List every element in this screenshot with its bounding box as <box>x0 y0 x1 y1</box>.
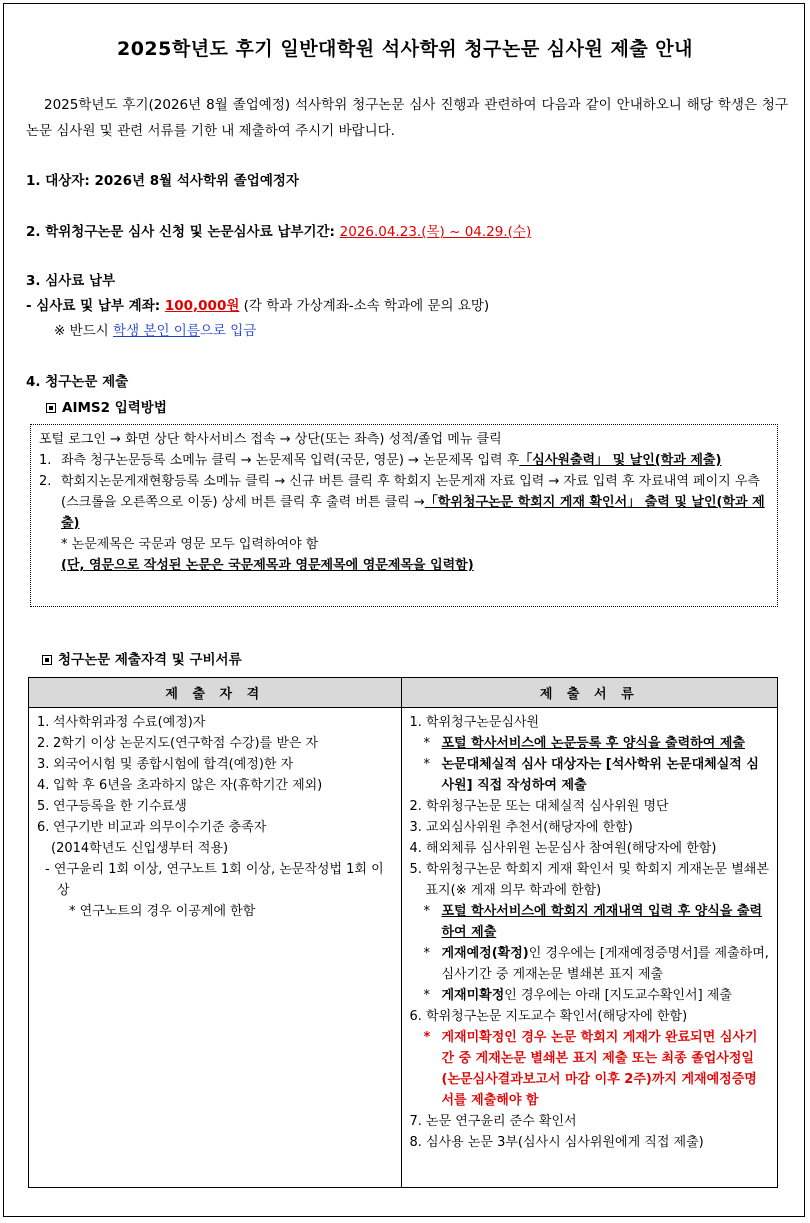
fee-label: - 심사료 및 납부 계좌: <box>26 298 165 314</box>
table-heading <box>42 648 242 668</box>
doc-5-note-3-text: 인 경우에는 아래 [지도교수확인서] 제출 <box>504 988 732 1003</box>
section-1-target: 1. 대상자: 2026년 8월 석사학위 졸업예정자 <box>26 173 299 189</box>
section-3-note <box>54 319 256 339</box>
aims-instructions-box <box>30 424 778 607</box>
aims-step-2 <box>39 471 769 534</box>
qualification-text: 외국어시험 및 종합시험에 합격(예정)한 자 <box>53 757 294 772</box>
intro-paragraph: 2025학년도 후기(2026년 8월 졸업예정) 석사학위 청구논문 심사 진행과 관련하여 다음과 같이 안내하오니 해당 학생은 청구논문 심사원 및 관련 서류를 기한 내 제출하여 주시기 바랍니다. <box>26 97 788 139</box>
section-2-period-value: 2026.04.23.(목) ~ 04.29.(수) <box>339 224 532 240</box>
section-2-period <box>26 220 531 240</box>
doc-1: 1. 학위청구논문심사원 <box>409 715 540 730</box>
documents-cell <box>401 708 778 1188</box>
doc-2: 2. 학위청구논문 또는 대체실적 심사위원 명단 <box>409 799 669 814</box>
section-3-heading: 3. 심사료 납부 <box>26 273 116 289</box>
doc-5-note-1-text: 포털 학사서비스에 학회지 게재내역 입력 후 양식을 출력하여 제출 <box>441 904 763 940</box>
section-3-fee <box>26 294 489 314</box>
square-bullet-icon <box>42 655 52 665</box>
doc-5-note-1: * 포털 학사서비스에 학회지 게재내역 입력 후 양식을 출력하여 제출 <box>423 904 763 940</box>
aims-note-2: (단, 영문으로 작성된 논문은 국문제목과 영문제목에 영문제목을 입력함) <box>61 558 474 573</box>
doc-1-note-2: * 논문대체실적 심사 대상자는 [석사학위 논문대체실적 심사원] 직접 작성하여 제출 <box>423 757 759 793</box>
q6-sub-2: - 연구윤리 1회 이상, 연구노트 1회 이상, 논문작성법 1회 이상 <box>45 862 384 898</box>
doc-4: 4. 해외체류 심사위원 논문심사 참여원(해당자에 한함) <box>409 841 717 856</box>
qualification-item <box>37 712 393 733</box>
section-4-heading: 4. 청구논문 제출 <box>26 374 129 390</box>
qualifications-cell <box>29 708 402 1188</box>
qualification-item <box>37 754 393 775</box>
qualification-text: 석사학위과정 수료(예정)자 <box>53 715 206 730</box>
doc-1-note-1: * 포털 학사서비스에 논문등록 후 양식을 출력하여 제출 <box>423 736 745 751</box>
doc-6-note-1: * 게재미확정인 경우 논문 학회지 게재가 완료되면 심사기간 중 게재논문 별쇄본 표지 제출 또는 최종 졸업사정일(논문심사결과보고서 마감 이후 2주)까지 게재예정증명서를 제출해야 함 <box>423 1030 758 1108</box>
doc-8: 8. 심사용 논문 3부(심사시 심사위원에게 직접 제출) <box>409 1135 704 1150</box>
qualification-text: 2학기 이상 논문지도(연구학점 수강)를 받은 자 <box>53 736 319 751</box>
aims-method-label: AIMS2 입력방법 <box>62 400 167 416</box>
table-heading-label: 청구논문 제출자격 및 구비서류 <box>58 652 242 668</box>
doc-3: 3. 교외심사위원 추천서(해당자에 한함) <box>409 820 633 835</box>
qualification-item <box>37 775 393 796</box>
step-2-text: 학회지논문게재현황등록 소메뉴 클릭 → 신규 버튼 클릭 후 학회지 논문게재 자료 입력 → 자료 입력 후 자료내역 페이지 우측(스크롤을 오른쪽으로 이동) 상세 버튼 클릭 후 출력 버튼 클릭 → <box>61 474 760 510</box>
doc-1-note-2-text: 논문대체실적 심사 대상자는 [석사학위 논문대체실적 심사원] 직접 작성하여 제출 <box>441 757 759 793</box>
step-number: 2. <box>39 474 52 489</box>
qualification-text: 연구기반 비교과 의무이수기준 충족자 <box>53 820 267 835</box>
fee-note: (각 학과 가상계좌-소속 학과에 문의 요망) <box>239 298 490 314</box>
qualification-number: 1. <box>37 715 50 730</box>
qualification-number: 5. <box>37 799 50 814</box>
step-1-text: 좌측 청구논문등록 소메뉴 클릭 → 논문제목 입력(국문, 영문) → 논문제목 입력 후 <box>61 453 520 468</box>
q6-sub-3: * 연구노트의 경우 이공계에 한함 <box>69 904 256 919</box>
square-bullet-icon <box>46 403 56 413</box>
requirements-table <box>28 677 778 1188</box>
doc-5-note-3-bold: 게재미확정 <box>441 988 505 1003</box>
doc-5: 5. 학위청구논문 학회지 게재 확인서 및 학회지 게재논문 별쇄본 표지(※ 게재 의무 학과에 한함) <box>409 862 769 898</box>
page-title: 2025학년도 후기 일반대학원 석사학위 청구논문 심사원 제출 안내 <box>116 38 694 60</box>
aims-intro: 포털 로그인 → 화면 상단 학사서비스 접속 → 상단(또는 좌측) 성적/졸업 메뉴 클릭 <box>39 432 502 447</box>
aims-step-1 <box>39 450 769 471</box>
doc-6: 6. 학위청구논문 지도교수 확인서(해당자에 한함) <box>409 1009 688 1024</box>
qualification-item <box>37 733 393 754</box>
q6-sub-1: (2014학년도 신입생부터 적용) <box>51 841 229 856</box>
doc-5-note-2: * 게재예정(확정)인 경우에는 [게재예정증명서]를 제출하며, 심사기간 중 게재논문 별쇄본 표지 제출 <box>423 946 769 982</box>
doc-1-note-1-text: 포털 학사서비스에 논문등록 후 양식을 출력하여 제출 <box>441 736 745 751</box>
note-suffix: 으로 입금 <box>199 323 257 339</box>
aims-note-1: * 논문제목은 국문과 영문 모두 입력하여야 함 <box>61 537 319 552</box>
qualification-number: 2. <box>37 736 50 751</box>
qualification-text: 연구등록을 한 기수료생 <box>53 799 187 814</box>
step-2-bold: 「학위청구논문 학회지 게재 확인서」 출력 및 날인(학과 제출) <box>61 495 765 531</box>
column-header-qualification: 제 출 자 격 <box>29 678 402 708</box>
note-student-name: 학생 본인 이름 <box>113 323 200 339</box>
step-number: 1. <box>39 453 52 468</box>
fee-value: 100,000원 <box>164 298 240 314</box>
doc-5-note-2-text: 인 경우에는 [게재예정증명서]를 제출하며, 심사기간 중 게재논문 별쇄본 표지 제출 <box>441 946 769 982</box>
section-2-label: 2. 학위청구논문 심사 신청 및 논문심사료 납부기간: <box>26 224 340 240</box>
doc-5-note-3: * 게재미확정인 경우에는 아래 [지도교수확인서] 제출 <box>423 988 732 1003</box>
doc-5-note-2-bold: 게재예정(확정) <box>441 946 529 961</box>
qualification-number: 6. <box>37 820 50 835</box>
qualification-number: 3. <box>37 757 50 772</box>
qualification-item <box>37 796 393 817</box>
section-4-subheading <box>46 396 167 416</box>
doc-6-note-1-text: 게재미확정인 경우 논문 학회지 게재가 완료되면 심사기간 중 게재논문 별쇄본 표지 제출 또는 최종 졸업사정일(논문심사결과보고서 마감 이후 2주)까지 게재예정증명서를 제출해야 함 <box>441 1030 758 1108</box>
qualification-text: 입학 후 6년을 초과하지 않은 자(휴학기간 제외) <box>53 778 323 793</box>
qualification-number: 4. <box>37 778 50 793</box>
qualification-item <box>37 817 393 838</box>
column-header-documents: 제 출 서 류 <box>401 678 778 708</box>
step-1-bold: 「심사원출력」 및 날인(학과 제출) <box>519 453 722 468</box>
note-prefix: ※ 반드시 <box>54 323 114 339</box>
doc-7: 7. 논문 연구윤리 준수 확인서 <box>409 1114 577 1129</box>
